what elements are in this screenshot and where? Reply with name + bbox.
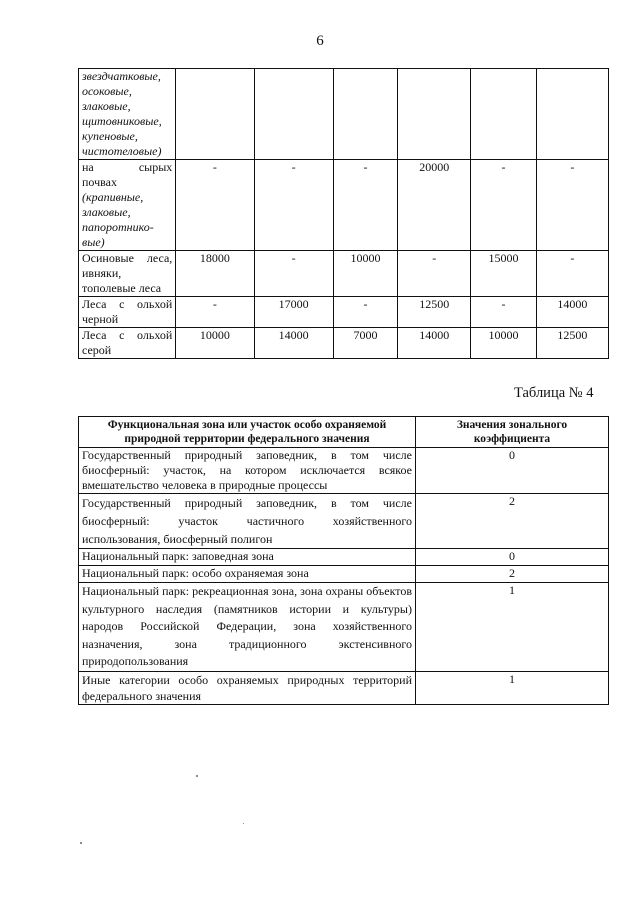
zone-name: Национальный парк: рекреационная зона, зона охраны объектов культурного наследия (памятников истории и культуры) народов Российской Федерации, зона хозяйственного назначения, зона традиционного экстенсивного природопользования [79,583,416,672]
row-label: звездчатковые, осоковые, злаковые, щитовниковые, купеновые, чистотеловые) [79,69,176,160]
row-label: Осиновые леса, ивняки, тополевые леса [79,251,176,297]
column-header-coefficient: Значения зонального коэффициента [416,417,609,448]
table-row [79,69,609,160]
zone-name: Национальный парк: заповедная зона [79,549,416,566]
table-cell: - [333,297,398,328]
scan-speck [243,823,244,824]
coefficient-value: 2 [416,566,609,583]
table-cell: 10000 [471,328,536,359]
table-header-row [79,417,609,448]
table-cell: - [333,160,398,251]
table-cell: 10000 [333,251,398,297]
coefficient-value: 1 [416,583,609,672]
table-cell: 10000 [176,328,254,359]
table-cell: - [536,160,608,251]
table-cell [254,69,333,160]
table-cell: - [471,160,536,251]
table-cell: 20000 [398,160,471,251]
zone-name: Государственный природный заповедник, в том числе биосферный: участок, на котором исключается всякое вмешательство человека в природные процессы [79,448,416,494]
table-cell [176,69,254,160]
table-cell: 14000 [536,297,608,328]
table-cell: 18000 [176,251,254,297]
zone-name: Иные категории особо охраняемых природных территорий федерального значения [79,671,416,704]
table-row [79,328,609,359]
table-row [79,160,609,251]
table-row [79,549,609,566]
table-cell: - [254,160,333,251]
table-cell [398,69,471,160]
table-row [79,297,609,328]
table-cell [536,69,608,160]
row-label: Леса с ольхой серой [79,328,176,359]
row-label: на сырых почвах (крапивные, злаковые, папоротнико- вые) [79,160,176,251]
coefficient-value: 0 [416,549,609,566]
table-cell [471,69,536,160]
table-row [79,671,609,704]
table-cell: 7000 [333,328,398,359]
table-cell: 12500 [398,297,471,328]
table-cell: 14000 [398,328,471,359]
scan-speck [196,775,198,777]
table-cell: 14000 [254,328,333,359]
table-row [79,566,609,583]
zone-name: Государственный природный заповедник, в том числе биосферный: участок частичного хозяйственного использования, биосферный полигон [79,494,416,549]
table-cell: 17000 [254,297,333,328]
table-row [79,448,609,494]
zonal-coefficient-table [78,416,609,705]
column-header-zone: Функциональная зона или участок особо охраняемой природной территории федерального значения [79,417,416,448]
table-cell: - [536,251,608,297]
table-row [79,251,609,297]
coefficient-value: 0 [416,448,609,494]
table-cell: - [176,160,254,251]
table-cell: - [398,251,471,297]
page-number: 6 [316,33,324,49]
table-cell: - [176,297,254,328]
table-cell: - [254,251,333,297]
table-cell: 12500 [536,328,608,359]
row-label: Леса с ольхой черной [79,297,176,328]
coefficient-value: 2 [416,494,609,549]
table-row [79,583,609,672]
zone-name: Национальный парк: особо охраняемая зона [79,566,416,583]
table-cell: - [471,297,536,328]
table-cell: 15000 [471,251,536,297]
table-cell [333,69,398,160]
coefficient-value: 1 [416,671,609,704]
forest-rates-table [78,68,609,359]
table-row [79,494,609,549]
table-caption: Таблица № 4 [514,385,594,401]
scan-speck [80,842,82,844]
